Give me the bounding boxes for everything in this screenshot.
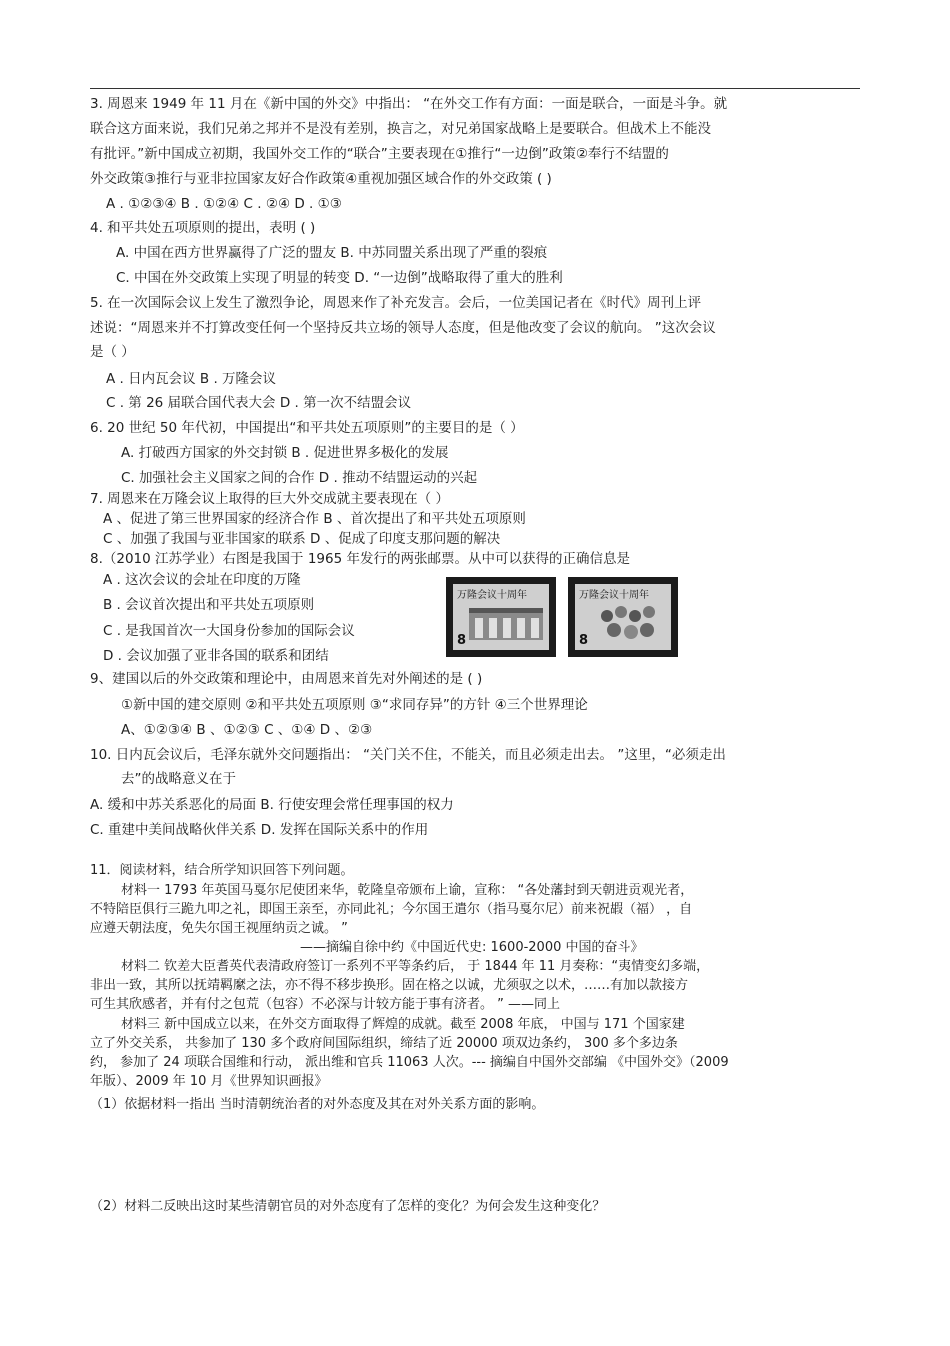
stamp-1-title: 万隆会议十周年	[457, 590, 527, 601]
q10-options-cd: C. 重建中美间战略伙伴关系 D. 发挥在国际关系中的作用	[90, 822, 429, 838]
stamp-2	[568, 577, 678, 657]
q7-stem: 7. 周恩来在万隆会议上取得的巨大外交成就主要表现在（ ）	[90, 491, 449, 507]
q9-items: ①新中国的建交原则 ②和平共处五项原则 ③“求同存异”的方针 ④三个世界理论	[121, 697, 588, 713]
material-2-line-1: 材料二 钦差大臣耆英代表清政府签订一系列不平等条约后， 于 1844 年 11 月奏称：“夷情变幻多端，	[121, 959, 710, 974]
stamp-2-title: 万隆会议十周年	[579, 590, 649, 601]
stamp-1-value: 8	[457, 633, 467, 648]
q11-stem: 11．阅读材料，结合所学知识回答下列问题。	[90, 863, 354, 878]
q8-option-a: A . 这次会议的会址在印度的万隆	[103, 572, 301, 588]
stamp-1	[446, 577, 556, 657]
q9-options: A、①②③④ B 、①②③ C 、①④ D 、②③	[121, 722, 373, 738]
material-3-line-4: 年版）、2009 年 10 月《世界知识画报》	[90, 1074, 328, 1089]
q4-stem: 4. 和平共处五项原则的提出，表明 ( )	[90, 220, 316, 236]
q11-part-1: （1）依据材料一指出 当时清朝统治者的对外态度及其在对外关系方面的影响。	[90, 1097, 545, 1112]
q7-options-ab: A 、促进了第三世界国家的经济合作 B 、首次提出了和平共处五项原则	[103, 511, 526, 527]
q8-stem: 8.（2010 江苏学业）右图是我国于 1965 年发行的两张邮票。从中可以获得的正确信息是	[90, 551, 630, 567]
conference-building-picture	[467, 602, 547, 642]
q3-line-2: 联合这方面来说，我们兄弟之邦并不是没有差别，换言之，对兄弟国家战略上是要联合。但战术上不能没	[90, 121, 711, 137]
q5-line-2: 述说：“周恩来并不打算改变任何一个坚持反共立场的领导人态度，但是他改变了会议的航向。 ”这次会议	[90, 320, 716, 336]
q9-stem: 9、建国以后的外交政策和理论中，由周恩来首先对外阐述的是 ( )	[90, 671, 483, 687]
q4-options-ab: A. 中国在西方世界赢得了广泛的盟友 B. 中苏同盟关系出现了严重的裂痕	[116, 245, 548, 261]
q3-line-3: 有批评。”新中国成立初期，我国外交工作的“联合”主要表现在①推行“一边倒”政策②奉行不结盟的	[90, 146, 669, 162]
material-1-line-2: 不特陪臣俱行三跪九叩之礼，即国王亲至，亦同此礼；今尔国王遣尔（指马戛尔尼）前来祝嘏（福） ，自	[90, 902, 693, 917]
material-3-line-2: 立了外交关系， 共参加了 130 多个政府间国际组织，缔结了近 20000 项双边条约， 300 多个多边条	[90, 1036, 678, 1051]
q6-options-ab: A. 打破西方国家的外交封锁 B . 促进世界多极化的发展	[121, 445, 449, 461]
q5-line-1: 5. 在一次国际会议上发生了激烈争论，周恩来作了补充发言。会后，一位美国记者在《时代》周刊上评	[90, 295, 702, 311]
q4-options-cd: C. 中国在外交政策上实现了明显的转变 D. “一边倒”战略取得了重大的胜利	[116, 270, 563, 286]
material-2-line-3: 可生其欣感者，并有付之包荒（包容）不必深与计较方能于事有济者。 ” ——同上	[90, 997, 561, 1012]
q10-line-1: 10. 日内瓦会议后，毛泽东就外交问题指出： “关门关不住，不能关，而且必须走出去。 ”这里，“必须走出	[90, 747, 726, 763]
stamp-images	[446, 577, 678, 657]
q8-option-b: B . 会议首次提出和平共处五项原则	[103, 597, 315, 613]
q6-stem: 6. 20 世纪 50 年代初，中国提出“和平共处五项原则”的主要目的是（ ）	[90, 420, 524, 436]
q3-options: A . ①②③④ B . ①②④ C . ②④ D . ①③	[106, 196, 342, 212]
stamp-2-value: 8	[579, 633, 589, 648]
q11-part-2: （2）材料二反映出这时某些清朝官员的对外态度有了怎样的变化？为何会发生这种变化？	[90, 1199, 606, 1214]
q5-line-3: 是（ ）	[90, 344, 135, 360]
material-3-line-3: 约， 参加了 24 项联合国维和行动， 派出维和官兵 11063 人次。--- 摘编自中国外交部编 《中国外交》（2009	[90, 1055, 729, 1070]
q5-options-ab: A . 日内瓦会议 B . 万隆会议	[106, 371, 277, 387]
q3-line-4: 外交政策③推行与亚非拉国家友好合作政策④重视加强区域合作的外交政策 ( )	[90, 171, 552, 187]
q5-options-cd: C . 第 26 届联合国代表大会 D . 第一次不结盟会议	[106, 395, 412, 411]
q10-line-2: 去”的战略意义在于	[121, 771, 236, 787]
material-2-line-2: 非出一致，其所以抚靖羁縻之法，亦不得不移步换形。固在格之以诚，尤须驭之以术，……有加以款接方	[90, 978, 689, 993]
material-1-line-3: 应遵天朝法度，免失尔国王视厘纳贡之诚。 ”	[90, 921, 348, 936]
material-3-line-1: 材料三 新中国成立以来，在外交方面取得了辉煌的成就。截至 2008 年底， 中国与 171 个国家建	[121, 1017, 685, 1032]
q3-line-1: 3. 周恩来 1949 年 11 月在《新中国的外交》中指出： “在外交工作有方面：一面是联合，一面是斗争。就	[90, 96, 728, 112]
q8-option-d: D . 会议加强了亚非各国的联系和团结	[103, 648, 329, 664]
q6-options-cd: C. 加强社会主义国家之间的合作 D . 推动不结盟运动的兴起	[121, 470, 478, 486]
material-1-line-1: 材料一 1793 年英国马戛尔尼使团来华，乾隆皇帝颁布上谕，宣称： “各处藩封到天朝进贡观光者，	[121, 883, 694, 898]
material-1-source: ——摘编自徐中约《中国近代史: 1600-2000 中国的奋斗》	[300, 940, 644, 955]
q10-options-ab: A. 缓和中苏关系恶化的局面 B. 行使安理会常任理事国的权力	[90, 797, 454, 813]
q8-option-c: C . 是我国首次一大国身份参加的国际会议	[103, 623, 355, 639]
q7-options-cd: C 、加强了我国与亚非国家的联系 D 、促成了印度支那问题的解决	[103, 531, 501, 547]
people-crowd-picture	[589, 602, 669, 644]
header-rule	[90, 88, 860, 89]
